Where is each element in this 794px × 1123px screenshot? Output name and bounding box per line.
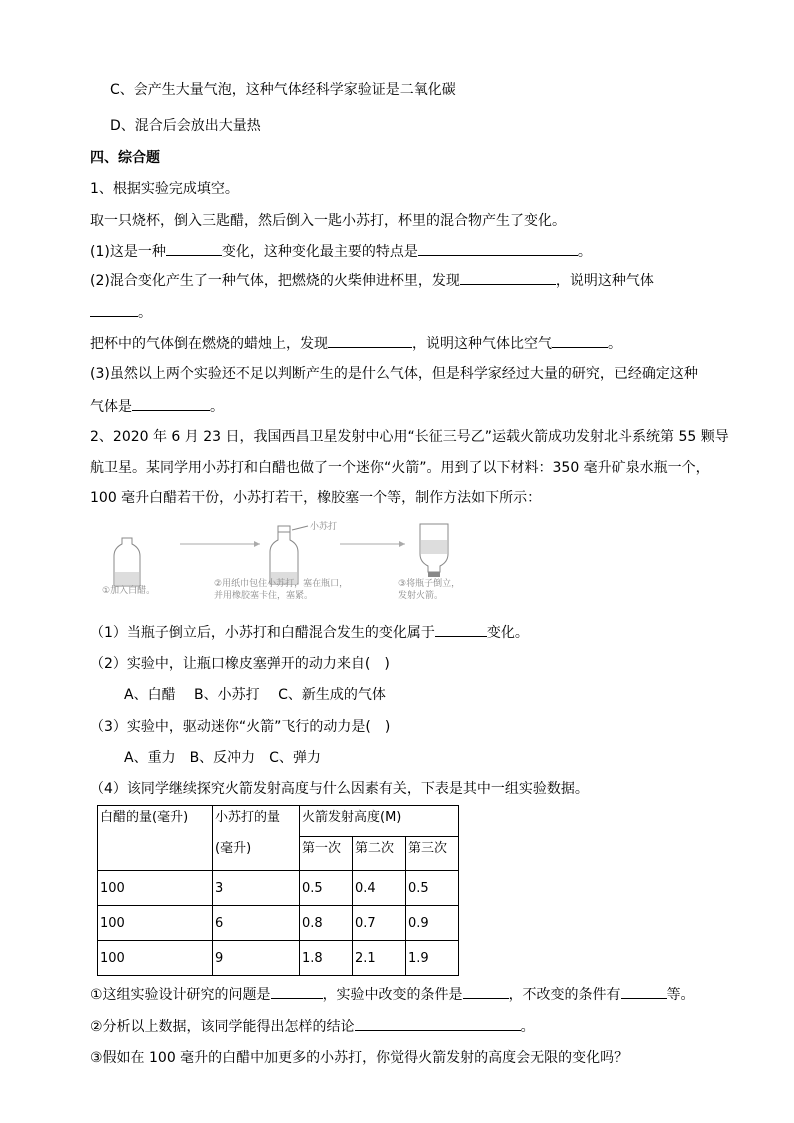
- text: 变化，这种变化最主要的特点是: [221, 244, 418, 260]
- table-row: [98, 871, 459, 906]
- table-cell: 0.7: [353, 906, 406, 941]
- text: 。: [520, 1019, 535, 1035]
- q1-intro: 取一只烧杯，倒入三匙醋，然后倒入一匙小苏打，杯里的混合物产生了变化。: [90, 213, 566, 229]
- table-cell: 3: [213, 871, 300, 906]
- table-cell: 1.8: [300, 941, 353, 976]
- answer-blank[interactable]: [132, 396, 210, 411]
- q2-line3: 100 毫升白醋若干份，小苏打若干，橡胶塞一个等，制作方法如下所示：: [90, 490, 542, 506]
- q1-part2: [90, 270, 654, 291]
- text: ，说明这种气体: [555, 273, 654, 289]
- answer-blank[interactable]: [435, 622, 487, 637]
- option-c: C、会产生大量气泡，这种气体经科学家验证是二氧化碳: [110, 82, 456, 98]
- sub-question-3: ③假如在 100 毫升的白醋中加更多的小苏打，你觉得火箭发射的高度会无限的变化吗？: [90, 1050, 629, 1066]
- section-heading: 四、综合题: [90, 150, 160, 166]
- bottle-with-soda-icon: [270, 520, 337, 584]
- q2-line2: 航卫星。某同学用小苏打和白醋也做了一个迷你“火箭”。用到了以下材料：350 毫升矿泉水瓶一个，: [90, 460, 710, 476]
- text: ，说明这种气体比空气: [412, 336, 552, 352]
- table-subheader: 第三次: [406, 837, 459, 871]
- answer-blank[interactable]: [463, 984, 509, 999]
- data-table: [97, 805, 459, 976]
- table-row: [98, 941, 459, 976]
- text: 变化。: [486, 625, 529, 641]
- q1-part3-cont: [90, 396, 224, 417]
- q1-part2-candle: [90, 333, 622, 354]
- answer-blank[interactable]: [418, 241, 578, 256]
- text: ①这组实验设计研究的问题是: [90, 987, 271, 1003]
- option-d: D、混合后会放出大量热: [110, 118, 261, 134]
- table-cell: 0.5: [300, 871, 353, 906]
- table-cell: 0.8: [300, 906, 353, 941]
- table-cell: 6: [213, 906, 300, 941]
- soda-label: 小苏打: [310, 522, 338, 532]
- bottle-inverted-icon: [420, 524, 448, 577]
- sub-question-2: [90, 1016, 535, 1037]
- table-cell: 100: [98, 871, 213, 906]
- table-cell: 100: [98, 941, 213, 976]
- text: 把杯中的气体倒在燃烧的蜡烛上，发现: [90, 336, 328, 352]
- answer-blank[interactable]: [355, 1016, 521, 1031]
- q2-sub3-options: A、重力 B、反冲力 C、弹力: [124, 750, 321, 766]
- text: (2)混合变化产生了一种气体，把燃烧的火柴伸进杯里，发现: [90, 273, 460, 289]
- table-row: [98, 906, 459, 941]
- table-cell: 100: [98, 906, 213, 941]
- text: （1）当瓶子倒立后，小苏打和白醋混合发生的变化属于: [90, 625, 435, 641]
- text: 。: [138, 305, 152, 321]
- answer-blank[interactable]: [460, 270, 556, 285]
- table-header-soda: [213, 806, 300, 871]
- answer-blank[interactable]: [621, 984, 667, 999]
- table-subheader: 第一次: [300, 837, 353, 871]
- table-cell: 9: [213, 941, 300, 976]
- table-row: [98, 806, 459, 837]
- answer-blank[interactable]: [552, 333, 608, 348]
- answer-blank[interactable]: [328, 333, 412, 348]
- table-header-height: 火箭发射高度(M): [300, 806, 459, 837]
- text: 。: [608, 336, 622, 352]
- answer-blank[interactable]: [90, 302, 138, 317]
- table-cell: 0.9: [406, 906, 459, 941]
- text: (1)这是一种: [90, 244, 166, 260]
- q1-title: 1、根据实验完成填空。: [90, 181, 239, 197]
- q2-line1: 2、2020 年 6 月 23 日，我国西昌卫星发射中心用“长征三号乙”运载火箭成功发射北斗系统第 55 颗导: [90, 429, 729, 445]
- text: 小苏打的量: [215, 810, 281, 825]
- text: 。: [577, 244, 592, 260]
- step2-caption-1: ②用纸巾包住小苏打，塞在瓶口，: [214, 579, 349, 589]
- table-header-vinegar: 白醋的量(毫升): [98, 806, 213, 871]
- table-subheader: 第二次: [353, 837, 406, 871]
- text: ，不改变的条件有: [508, 987, 621, 1003]
- text: 等。: [666, 987, 695, 1003]
- q2-sub4: （4）该同学继续探究火箭发射高度与什么因素有关，下表是其中一组实验数据。: [90, 781, 589, 797]
- step3-caption-1: ③将瓶子倒立，: [398, 579, 461, 589]
- sub-question-1: [90, 984, 695, 1005]
- table-cell: 2.1: [353, 941, 406, 976]
- step2-caption-2: 并用橡胶塞卡住，塞紧。: [214, 591, 314, 601]
- q1-part1: [90, 241, 592, 262]
- q2-sub2-options: A、白醋 B、小苏打 C、新生成的气体: [124, 687, 386, 703]
- q1-part2-cont: [90, 302, 152, 323]
- step1-caption: ①加入白醋。: [102, 586, 156, 596]
- text: 气体是: [90, 399, 132, 415]
- table-cell: 1.9: [406, 941, 459, 976]
- table-cell: 0.5: [406, 871, 459, 906]
- q1-part3: (3)虽然以上两个实验还不足以判断产生的是什么气体，但是科学家经过大量的研究，已经确定这种: [90, 366, 698, 382]
- bottle-upright-icon: [114, 538, 140, 586]
- text: ②分析以上数据，该同学能得出怎样的结论: [90, 1019, 355, 1035]
- q2-sub3: （3）实验中，驱动迷你“火箭”飞行的动力是( ): [90, 719, 391, 735]
- text: (毫升): [215, 841, 252, 856]
- answer-blank[interactable]: [271, 984, 323, 999]
- text: 。: [210, 399, 224, 415]
- step3-caption-2: 发射火箭。: [398, 591, 444, 601]
- q2-sub2: （2）实验中，让瓶口橡皮塞弹开的动力来自( ): [90, 656, 390, 672]
- text: ，实验中改变的条件是: [322, 987, 463, 1003]
- table-cell: 0.4: [353, 871, 406, 906]
- q2-sub1: [90, 622, 529, 643]
- answer-blank[interactable]: [166, 241, 222, 256]
- rocket-procedure-figure: [100, 520, 480, 606]
